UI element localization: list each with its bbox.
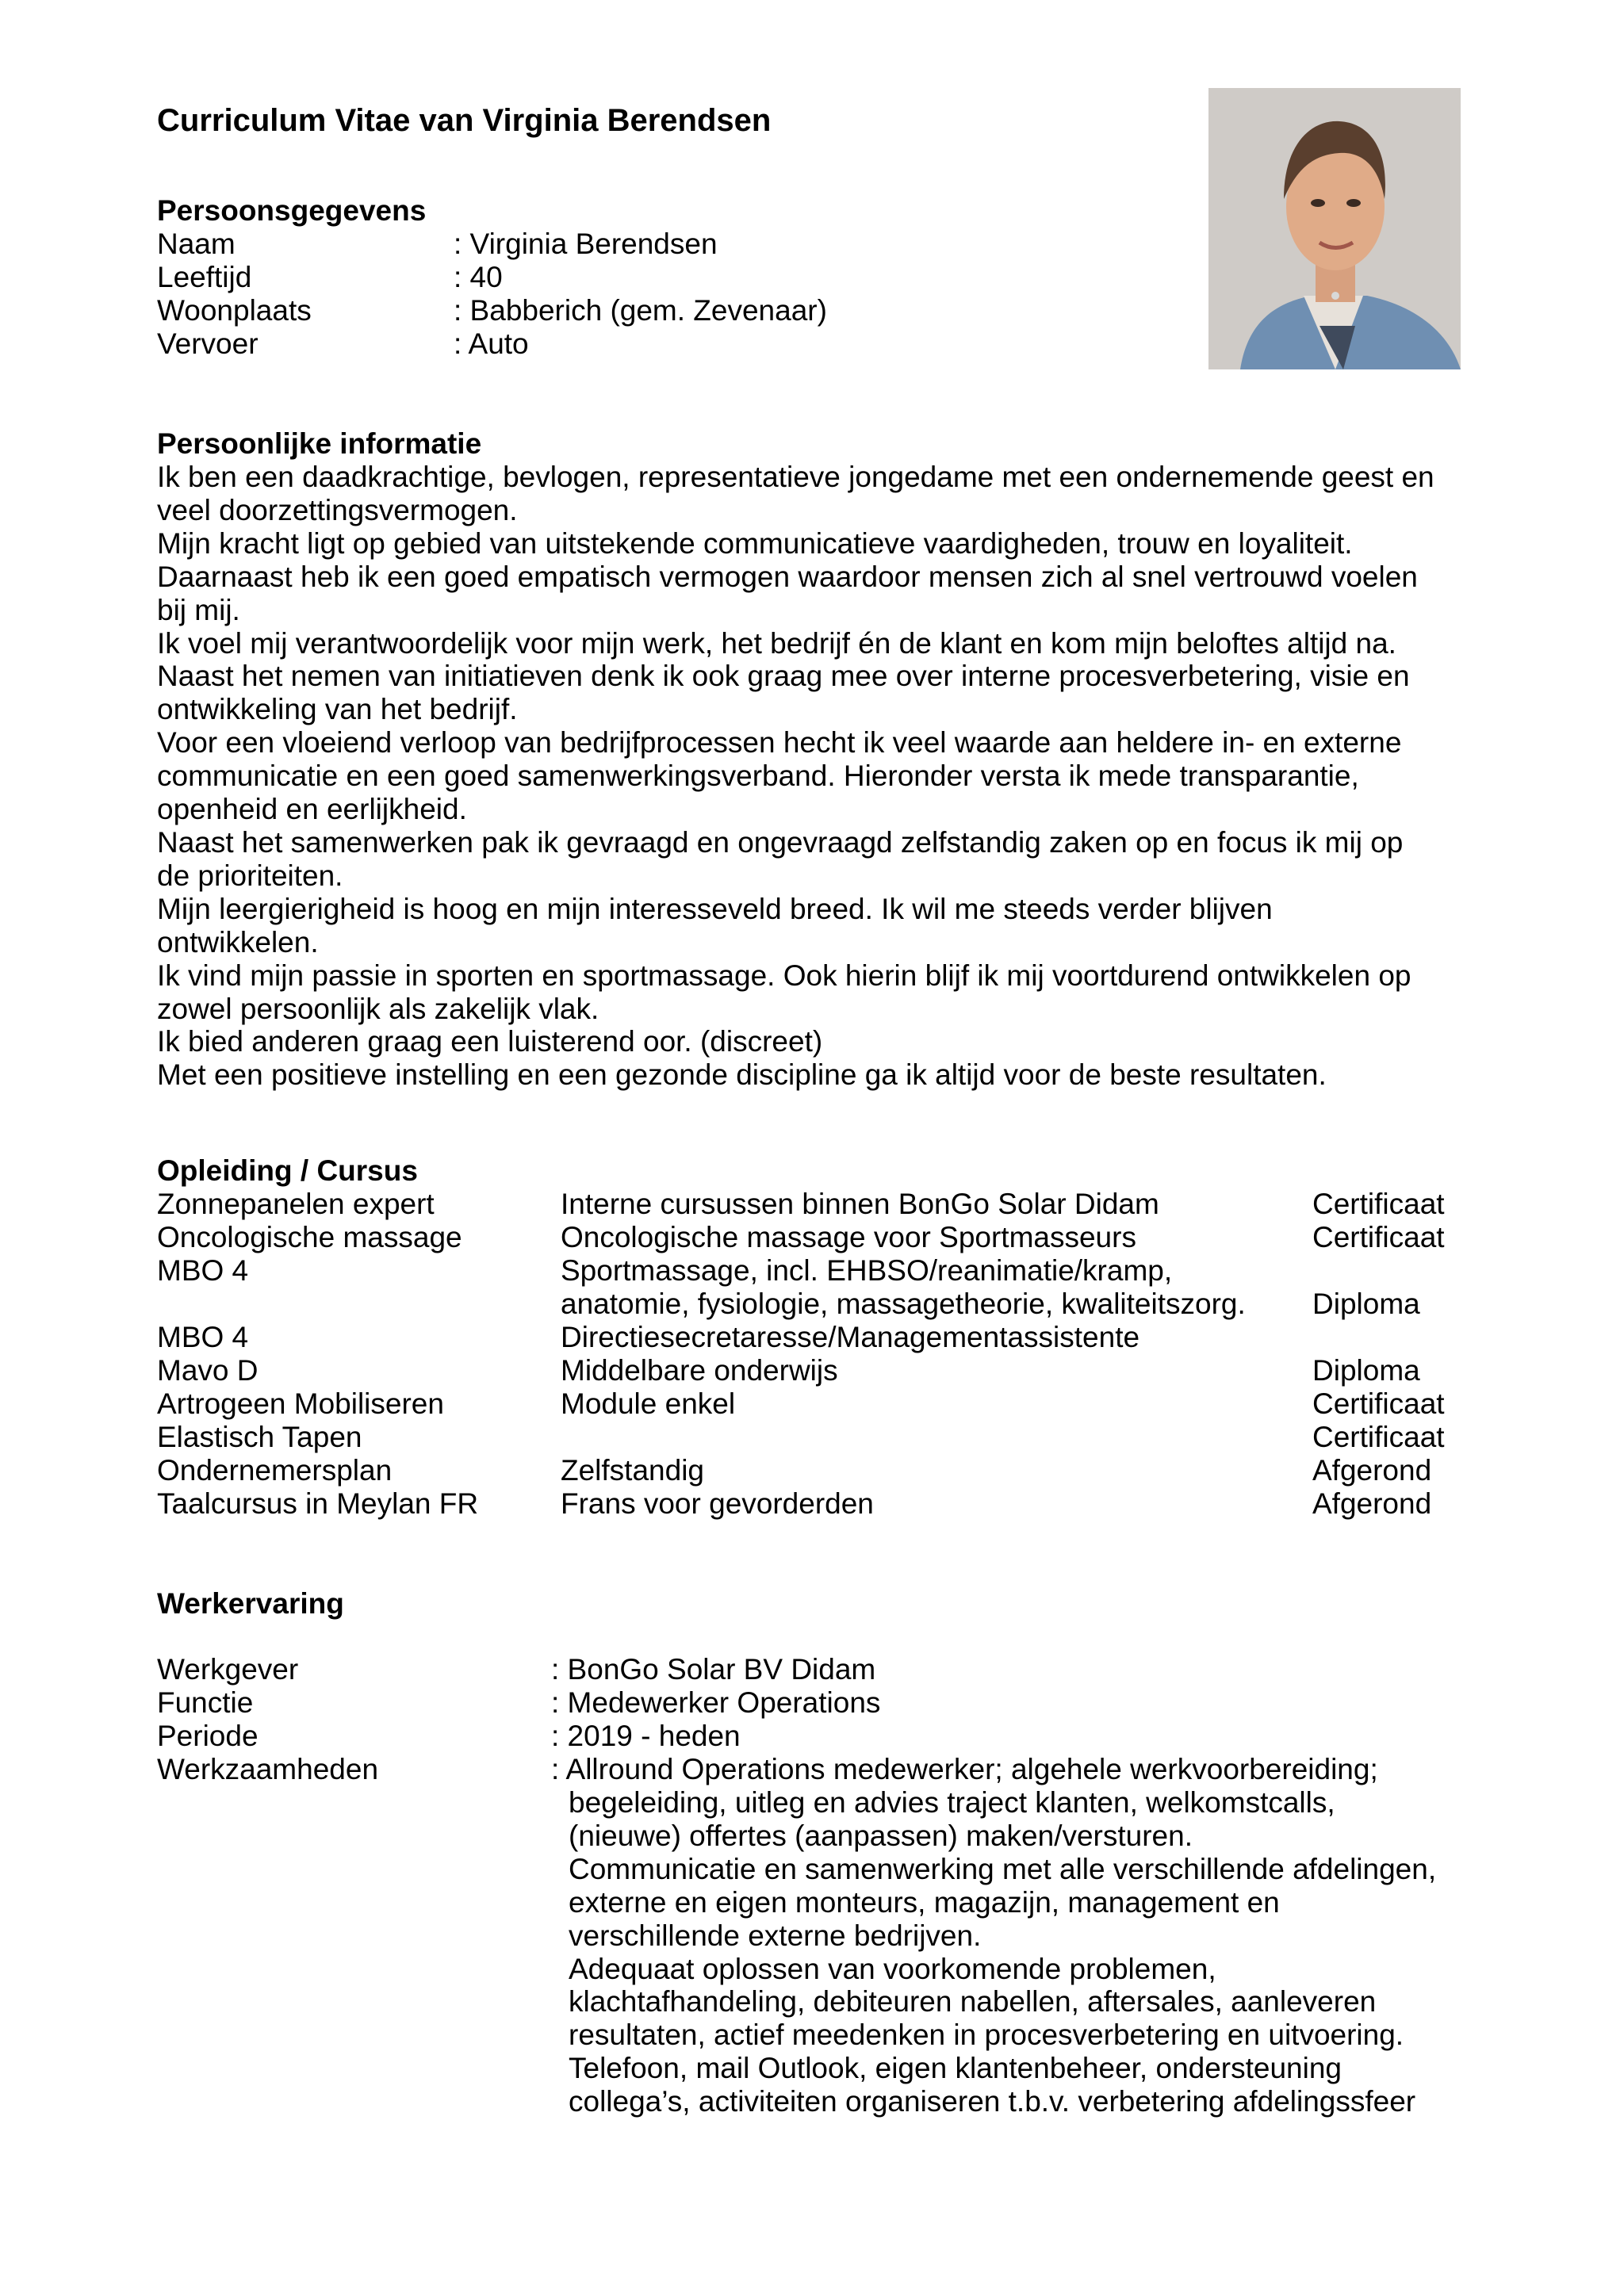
work-value-period: : 2019 - heden <box>551 1720 741 1752</box>
personal-value-age: : 40 <box>454 261 503 293</box>
education-result: Certificaat <box>1312 1221 1445 1253</box>
work-label-employer: Werkgever <box>157 1653 299 1686</box>
education-heading: Opleiding / Cursus <box>157 1154 418 1187</box>
education-result: Afgerond <box>1312 1487 1432 1520</box>
info-line: veel doorzettingsvermogen. <box>157 493 518 526</box>
education-name: Elastisch Tapen <box>157 1421 362 1453</box>
portrait-illustration <box>1208 88 1461 369</box>
duty-line: begeleiding, uitleg en advies traject klanten, welkomstcalls, <box>569 1786 1335 1819</box>
info-line: zowel persoonlijk als zakelijk vlak. <box>157 992 599 1025</box>
personal-value-name: : Virginia Berendsen <box>454 228 718 260</box>
info-line: Daarnaast heb ik een goed empatisch vermogen waardoor mensen zich al snel vertrouwd voelen <box>157 560 1418 593</box>
info-line: communicatie en een goed samenwerkingsverband. Hieronder versta ik mede transparantie, <box>157 760 1359 793</box>
education-desc: Zelfstandig <box>561 1454 704 1487</box>
education-desc: Directiesecretaresse/Managementassistente <box>561 1321 1140 1353</box>
personal-label-name: Naam <box>157 228 236 260</box>
work-duties-text <box>569 1786 1436 2118</box>
education-result: Certificaat <box>1312 1387 1445 1420</box>
info-line: Ik bied anderen graag een luisterend oor. (discreet) <box>157 1025 823 1058</box>
work-value-duties: : Allround Operations medewerker; algehele werkvoorbereiding; <box>551 1753 1378 1785</box>
info-line: de prioriteiten. <box>157 859 343 892</box>
profile-photo <box>1208 88 1461 369</box>
education-desc: Oncologische massage voor Sportmasseurs <box>561 1221 1136 1253</box>
education-desc: Sportmassage, incl. EHBSO/reanimatie/kramp, <box>561 1254 1173 1287</box>
info-line: Met een positieve instelling en een gezonde discipline ga ik altijd voor de beste resultaten. <box>157 1058 1327 1092</box>
personal-label-transport: Vervoer <box>157 327 259 360</box>
education-name: MBO 4 <box>157 1321 249 1353</box>
education-desc: anatomie, fysiologie, massagetheorie, kwaliteitszorg. <box>561 1288 1246 1320</box>
personal-value-transport: : Auto <box>454 327 529 360</box>
education-result: Certificaat <box>1312 1188 1445 1220</box>
info-heading: Persoonlijke informatie <box>157 427 482 460</box>
work-label-function: Functie <box>157 1686 254 1719</box>
personal-label-residence: Woonplaats <box>157 294 312 327</box>
education-name: Zonnepanelen expert <box>157 1188 435 1220</box>
education-result: Certificaat <box>1312 1421 1445 1453</box>
education-desc: Interne cursussen binnen BonGo Solar Didam <box>561 1188 1159 1220</box>
info-line: ontwikkelen. <box>157 925 319 959</box>
education-name: Oncologische massage <box>157 1221 462 1253</box>
duty-line: Telefoon, mail Outlook, eigen klantenbeheer, ondersteuning <box>569 2052 1342 2085</box>
duty-line: klachtafhandeling, debiteuren nabellen, aftersales, aanleveren <box>569 1985 1377 2019</box>
duty-line: Adequaat oplossen van voorkomende problemen, <box>569 1952 1216 1985</box>
education-result: Afgerond <box>1312 1454 1432 1487</box>
duty-line: (nieuwe) offertes (aanpassen) maken/versturen. <box>569 1819 1193 1852</box>
education-name: Ondernemersplan <box>157 1454 393 1487</box>
work-heading: Werkervaring <box>157 1587 344 1620</box>
info-line: openheid en eerlijkheid. <box>157 793 467 826</box>
info-line: Voor een vloeiend verloop van bedrijfprocessen hecht ik veel waarde aan heldere in- en externe <box>157 726 1402 760</box>
page-title: Curriculum Vitae van Virginia Berendsen <box>157 103 772 138</box>
duty-line: collega’s, activiteiten organiseren t.b.v. verbetering afdelingssfeer <box>569 2085 1416 2118</box>
info-line: bij mij. <box>157 593 240 626</box>
duty-line: Communicatie en samenwerking met alle verschillende afdelingen, <box>569 1852 1437 1885</box>
education-name: Artrogeen Mobiliseren <box>157 1387 444 1420</box>
work-label-duties: Werkzaamheden <box>157 1753 379 1785</box>
education-desc: Module enkel <box>561 1387 736 1420</box>
duty-line: externe en eigen monteurs, magazijn, management en <box>569 1885 1280 1919</box>
personal-heading: Persoonsgegevens <box>157 194 427 227</box>
info-line: Naast het nemen van initiatieven denk ik ook graag mee over interne procesverbetering, visie en <box>157 660 1410 693</box>
education-desc: Frans voor gevorderden <box>561 1487 874 1520</box>
education-desc: Middelbare onderwijs <box>561 1354 838 1387</box>
personal-value-residence: : Babberich (gem. Zevenaar) <box>454 294 827 327</box>
work-value-employer: : BonGo Solar BV Didam <box>551 1653 876 1686</box>
education-result: Diploma <box>1312 1288 1420 1320</box>
info-line: Ik voel mij verantwoordelijk voor mijn werk, het bedrijf én de klant en kom mijn beloftes altijd na. <box>157 626 1396 660</box>
info-line: Ik vind mijn passie in sporten en sportmassage. Ook hierin blijf ik mij voortdurend ontwikkelen op <box>157 959 1411 992</box>
info-line: Mijn leergierigheid is hoog en mijn interesseveld breed. Ik wil me steeds verder blijven <box>157 892 1273 925</box>
work-label-period: Periode <box>157 1720 259 1752</box>
info-line: Naast het samenwerken pak ik gevraagd en ongevraagd zelfstandig zaken op en focus ik mij op <box>157 825 1404 859</box>
education-name: Taalcursus in Meylan FR <box>157 1487 479 1520</box>
info-line: Mijn kracht ligt op gebied van uitstekende communicatieve vaardigheden, trouw en loyaliteit. <box>157 526 1353 560</box>
education-result: Diploma <box>1312 1354 1420 1387</box>
info-text <box>157 461 1434 1092</box>
info-line: Ik ben een daadkrachtige, bevlogen, representatieve jongedame met een ondernemende geest en <box>157 461 1434 493</box>
info-line: ontwikkeling van het bedrijf. <box>157 693 518 726</box>
personal-label-age: Leeftijd <box>157 261 252 293</box>
education-name: MBO 4 <box>157 1254 249 1287</box>
education-name: Mavo D <box>157 1354 259 1387</box>
duty-line: resultaten, actief meedenken in procesverbetering en uitvoering. <box>569 2019 1404 2052</box>
work-value-function: : Medewerker Operations <box>551 1686 881 1719</box>
duty-line: verschillende externe bedrijven. <box>569 1919 982 1952</box>
